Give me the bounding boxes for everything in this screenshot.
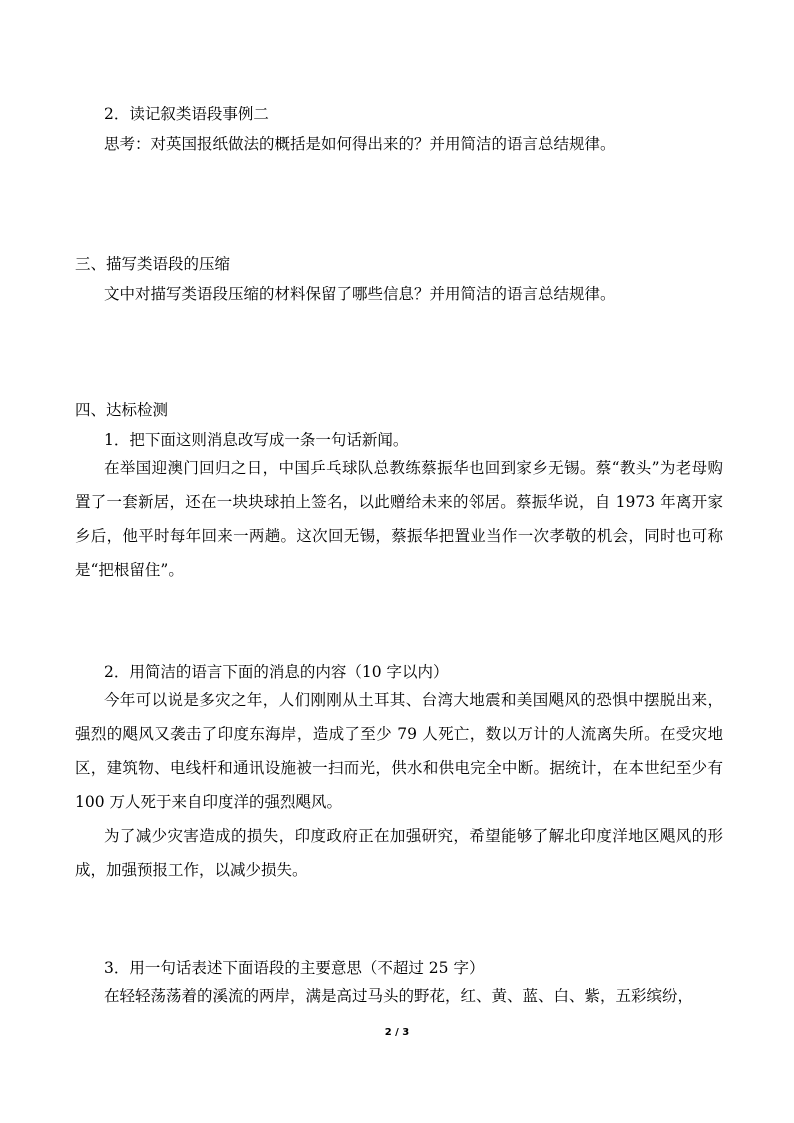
section-4-heading: 四、达标检测 (75, 401, 169, 419)
question-2-paragraph-1: 今年可以说是多灾之年，人们刚刚从土耳其、台湾大地震和美国飓风的恐惧中摆脱出来，强烈的飓风又袭击了印度东海岸，造成了至少 79 人死亡，数以万计的人流离失所。在受灾地区，建筑物、电线杆和通讯设施被一扫而光，供水和供电完全中断。据统计，在本世纪至少有 100 万人死于来自印度洋的强烈飓风。 (75, 691, 723, 811)
question-1-text: 在举国迎澳门回归之日，中国乒乓球队总教练蔡振华也回到家乡无锡。蔡“教头”为老母购置了一套新居，还在一块块球拍上签名，以此赠给未来的邻居。蔡振华说，自 1973 年离开家乡后，他平时每年回来一两趟。这次回无锡，蔡振华把置业当作一次孝敬的机会，同时也可称是“把根留住”。 (75, 459, 723, 579)
question-1-title: 1．把下面这则消息改写成一条一句话新闻。 (104, 431, 409, 449)
question-2-title: 2．用简洁的语言下面的消息的内容（10 字以内） (104, 663, 449, 681)
section-2-think-question: 思考：对英国报纸做法的概括是如何得出来的？并用简洁的语言总结规律。 (104, 135, 616, 153)
section-3-heading: 三、描写类语段的压缩 (75, 255, 231, 273)
question-3-text: 在轻轻荡荡着的溪流的两岸，满是高过马头的野花，红、黄、蓝、白、紫，五彩缤纷， (104, 987, 694, 1005)
question-3-title: 3．用一句话表述下面语段的主要意思（不超过 25 字） (104, 959, 485, 977)
page-number: 2 / 3 (384, 1027, 410, 1038)
section-2-title: 2．读记叙类语段事例二 (104, 105, 269, 123)
question-2-paragraph-2: 为了减少灾害造成的损失，印度政府正在加强研究，希望能够了解北印度洋地区飓风的形成，加强预报工作，以减少损失。 (75, 827, 723, 879)
section-3-question: 文中对描写类语段压缩的材料保留了哪些信息？并用简洁的语言总结规律。 (104, 285, 616, 303)
